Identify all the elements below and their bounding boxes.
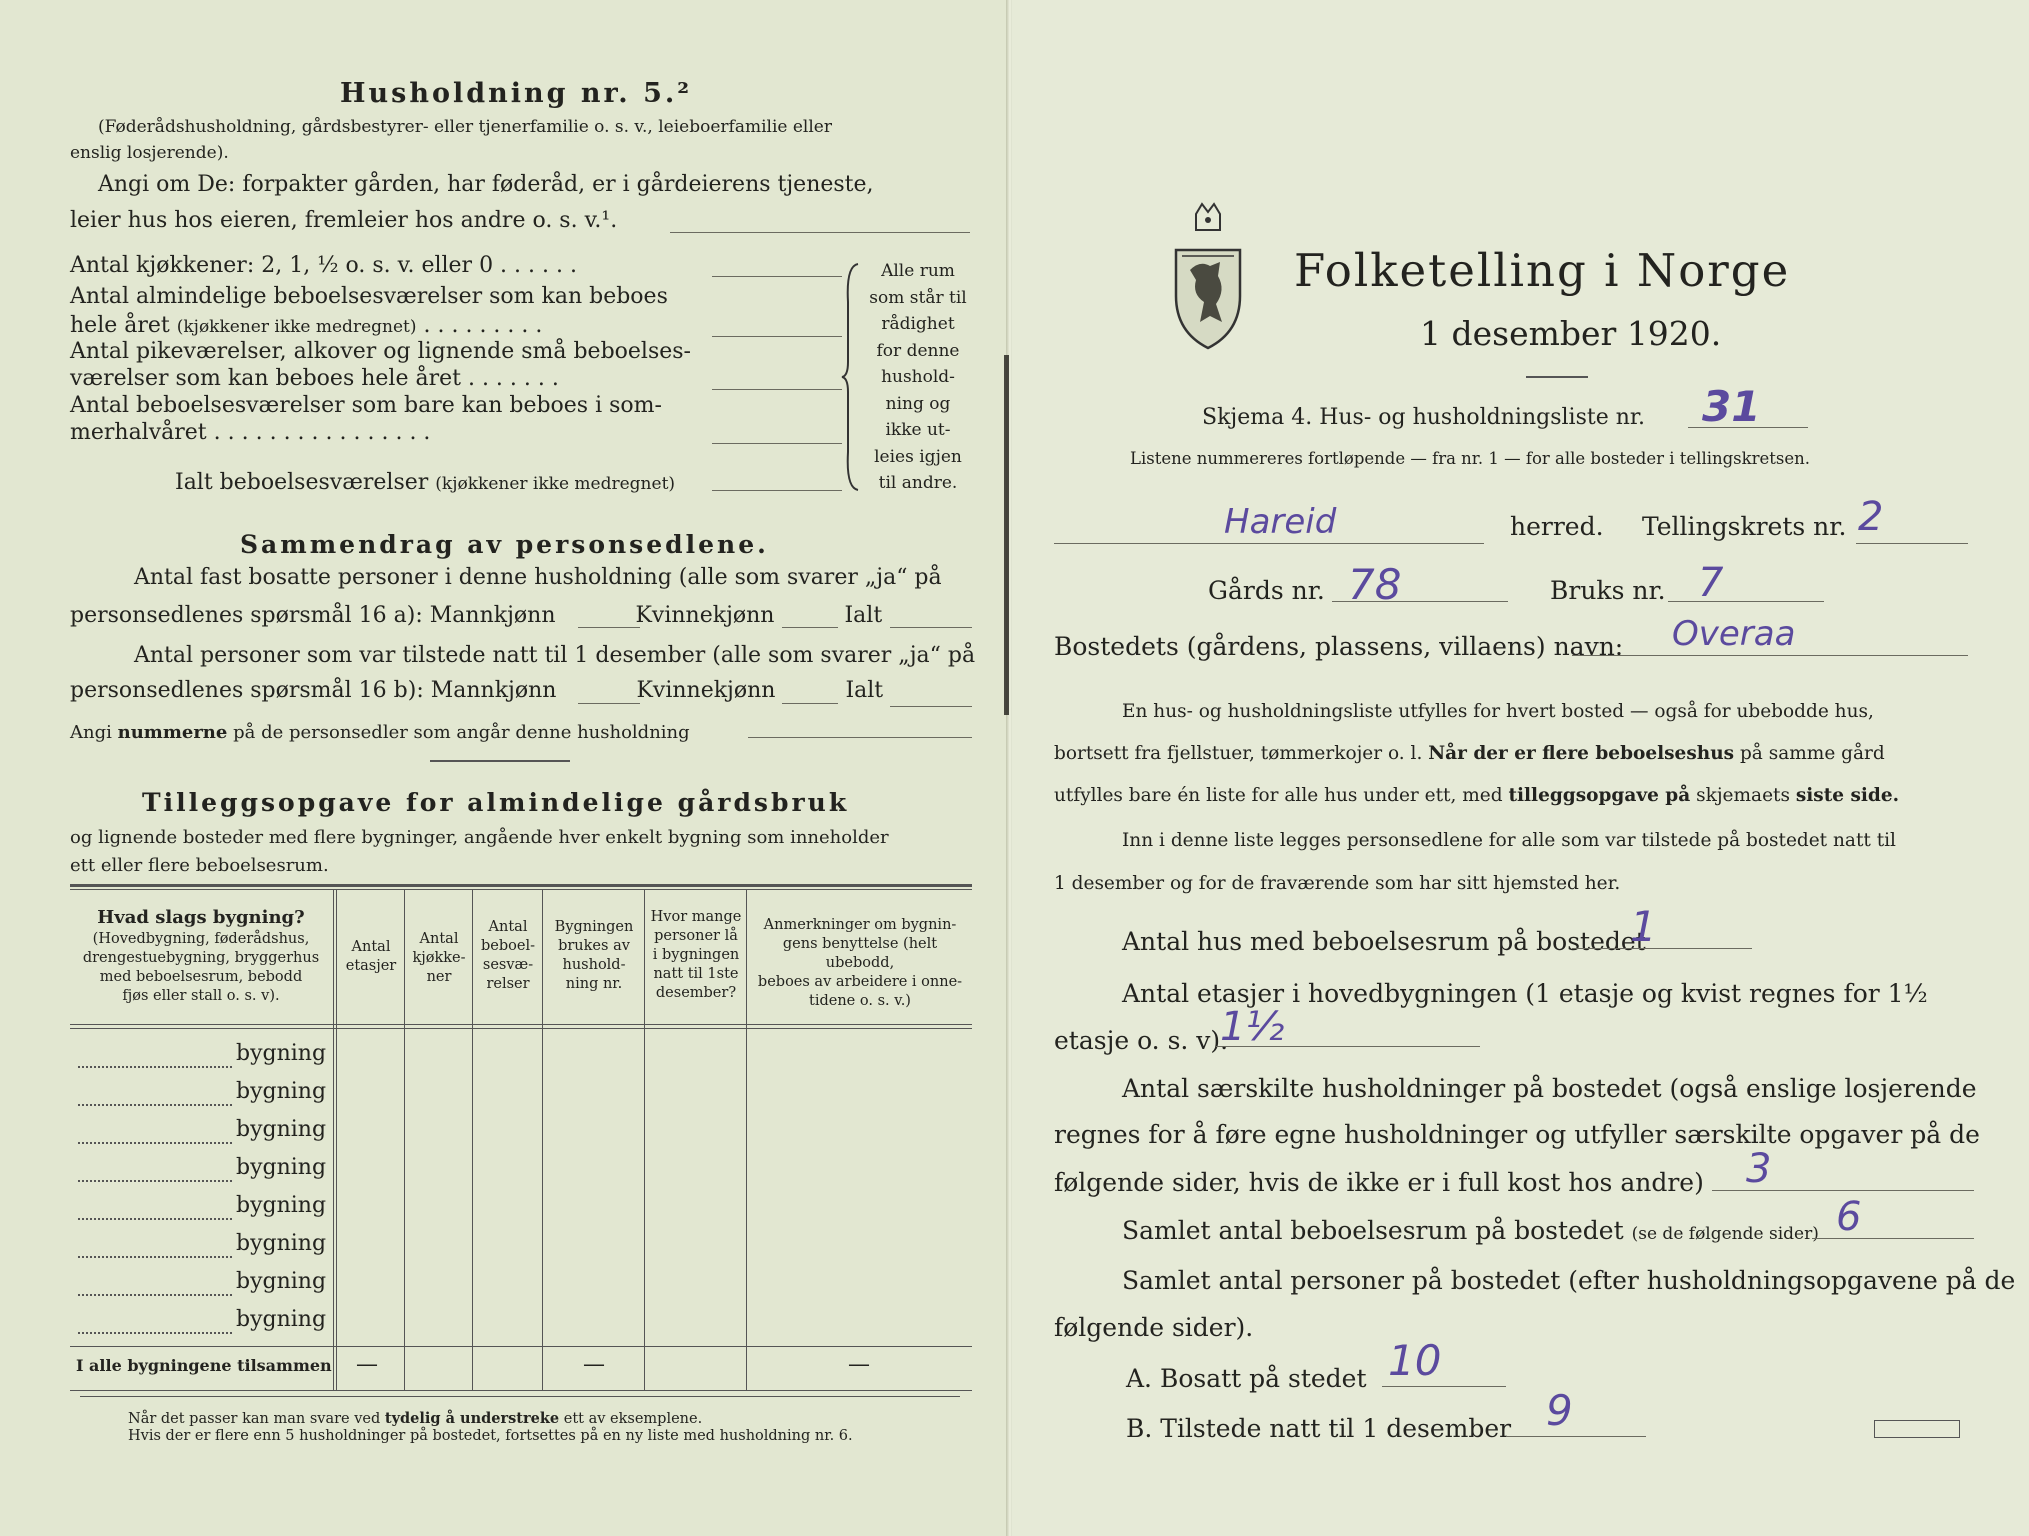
summary-1-line-b: personsedlenes spørsmål 16 a): Mannkjønn Kvinnekjønn Ialt — [70, 603, 883, 628]
col-divider — [333, 889, 334, 1390]
gards-label: Gårds nr. — [1208, 576, 1325, 605]
summary-1-ialt-line[interactable] — [890, 627, 972, 628]
row-name-line[interactable] — [78, 1180, 232, 1182]
angi-om-line-1: Angi om De: forpakter gården, har føderåd, er i gårdeierens tjeneste, — [98, 172, 874, 197]
rooms-2-label-b: værelser som kan beboes hele året . . . . . . . — [70, 366, 559, 391]
row-name-line[interactable] — [78, 1218, 232, 1220]
table-row-label: bygning — [236, 1307, 327, 1332]
row-name-line[interactable] — [78, 1256, 232, 1258]
col-header-etasjer: Antal etasjer — [345, 939, 397, 974]
schema-label: Skjema 4. Hus- og husholdningsliste nr. — [1202, 405, 1645, 430]
table-row-label: bygning — [236, 1041, 327, 1066]
summary-2-mann-line[interactable] — [578, 703, 640, 704]
kitchens-answer-line[interactable] — [712, 276, 842, 277]
angi-om-line-2: leier hus hos eieren, fremleier hos andre o. s. v.¹. — [70, 208, 618, 233]
q-etasjer-line-2: etasje o. s. v). — [1054, 1026, 1229, 1055]
q-pers-line-2: følgende sider). — [1054, 1313, 1254, 1342]
angi-nummerne-label: Angi nummerne på de personsedler som angår denne husholdning — [70, 722, 690, 743]
bruks-label: Bruks nr. — [1550, 576, 1666, 605]
q-pers-line-1: Samlet antal personer på bostedet (efter husholdningsopgavene på de — [1122, 1266, 2016, 1295]
summary-title: Sammendrag av personsedlene. — [240, 530, 769, 559]
form-title: Folketelling i Norge — [1294, 244, 1791, 297]
q-etasjer-line-1: Antal etasjer i hovedbygningen (1 etasje og kvist regnes for 1½ — [1122, 979, 1928, 1008]
total-row-label: I alle bygningene tilsammen — [76, 1356, 332, 1375]
col-divider — [472, 889, 473, 1390]
q-bosatt-line — [1382, 1386, 1506, 1387]
q-etasjer-line — [1216, 1046, 1480, 1047]
printer-stamp — [1874, 1420, 1960, 1438]
q-tilstede-label: B. Tilstede natt til 1 desember — [1126, 1414, 1512, 1443]
title-divider — [1526, 376, 1588, 378]
gards-line — [1332, 601, 1508, 602]
col-divider — [542, 889, 543, 1390]
instruction-line-4: Inn i denne liste legges personsedlene for alle som var tilstede på bostedet natt til — [1122, 830, 1896, 851]
summary-2-line-b: personsedlenes spørsmål 16 b): Mannkjønn Kvinnekjønn Ialt — [70, 678, 884, 703]
schema-number[interactable]: 31 — [1702, 382, 1761, 431]
table-top-rule-thin — [70, 889, 972, 890]
brace-icon — [840, 262, 862, 492]
table-row-label: bygning — [236, 1193, 327, 1218]
col-divider — [746, 889, 747, 1390]
table-row-label: bygning — [236, 1117, 327, 1142]
col-header-type: Hvad slags bygning? (Hovedbygning, føderådshus, drengestuebygning, bryggerhus med beboelsesrum, bebodd fjøs eller stall o. s. v). — [82, 907, 320, 1004]
q-tilstede-value[interactable]: 9 — [1546, 1386, 1573, 1435]
total-dash: — — [356, 1352, 378, 1377]
q-etasjer-value[interactable]: 1½ — [1220, 1004, 1285, 1050]
household-note-line-2: enslig losjerende). — [70, 143, 229, 163]
supplement-title: Tilleggsopgave for almindelige gårdsbruk — [142, 788, 850, 817]
bosted-label: Bostedets (gårdens, plassens, villaens) navn: — [1054, 632, 1624, 661]
rooms-3-answer-line[interactable] — [712, 443, 842, 444]
q-hush-line-3: følgende sider, hvis de ikke er i full kost hos andre) — [1054, 1168, 1704, 1197]
table-header-rule — [70, 1024, 972, 1025]
q-hush-line-1: Antal særskilte husholdninger på bostedet (også enslige losjerende — [1122, 1074, 1977, 1103]
summary-2-kvinne-line[interactable] — [782, 703, 838, 704]
rooms-1-label-a: Antal almindelige beboelsesværelser som kan beboes — [70, 284, 668, 309]
summary-1-line-a: Antal fast bosatte personer i denne husholdning (alle som svarer „ja“ på — [134, 565, 942, 590]
col-header-rum: Antal beboel- sesvæ- relser — [481, 919, 535, 992]
household-title: Husholdning nr. 5.² — [340, 78, 693, 109]
angi-nummerne-answer-line[interactable] — [748, 737, 972, 738]
instruction-line-5: 1 desember og for de fraværende som har sitt hjemsted her. — [1054, 873, 1621, 894]
instruction-line-1: En hus- og husholdningsliste utfylles for hvert bosted — også for ubebodde hus, — [1122, 701, 1874, 722]
herred-value[interactable]: Hareid — [1224, 502, 1337, 542]
fold-shadow — [1004, 355, 1009, 715]
q-hus-line — [1572, 948, 1752, 949]
footnote-1: Når det passer kan man svare ved tydelig å understreke ett av eksemplene. — [128, 1410, 703, 1427]
summary-1-mann-line[interactable] — [578, 627, 640, 628]
gards-value[interactable]: 78 — [1348, 560, 1402, 609]
table-bottom-rule-2 — [80, 1396, 960, 1397]
table-row-label: bygning — [236, 1269, 327, 1294]
supplement-line-1: og lignende bosteder med flere bygninger, angående hver enkelt bygning som inneholder — [70, 827, 889, 848]
q-hus-label: Antal hus med beboelsesrum på bostedet — [1122, 927, 1646, 956]
side-note: Alle rum som står til rådighet for denne hushold- ning og ikke ut- leies igjen til andre. — [869, 261, 967, 493]
coat-of-arms-icon — [1170, 200, 1246, 352]
col-header-personer: Hvor mange personer lå i bygningen natt til 1ste desember? — [650, 909, 742, 1001]
row-name-line[interactable] — [78, 1104, 232, 1106]
table-top-rule — [70, 884, 972, 887]
q-rum-value[interactable]: 6 — [1836, 1194, 1862, 1240]
q-hush-line — [1712, 1190, 1974, 1191]
q-rum-line — [1812, 1238, 1974, 1239]
row-name-line[interactable] — [78, 1142, 232, 1144]
bruks-line — [1668, 601, 1824, 602]
instruction-line-2: bortsett fra fjellstuer, tømmerkojer o. l. Når der er flere beboelseshus på samme gård — [1054, 743, 1885, 764]
ialt-rooms-label: Ialt beboelsesværelser (kjøkkener ikke medregnet) — [175, 470, 676, 495]
table-row-label: bygning — [236, 1155, 327, 1180]
tellingskrets-line — [1856, 543, 1968, 544]
col-divider — [404, 889, 405, 1390]
table-row-label: bygning — [236, 1231, 327, 1256]
rooms-1-label-b: hele året (kjøkkener ikke medregnet) . . . . . . . . . — [70, 313, 543, 338]
angi-om-answer-line[interactable] — [670, 232, 970, 233]
q-hus-value[interactable]: 1 — [1630, 902, 1657, 951]
col-header-husholdning: Bygningen brukes av hushold- ning nr. — [554, 919, 634, 992]
col-header-anmerkninger: Anmerkninger om bygnin- gens benyttelse (helt ubebodd, beboes av arbeidere i onne- tidene o. s. v.) — [757, 917, 963, 1009]
household-note-line-1: (Føderådshusholdning, gårdsbestyrer- eller tjenerfamilie o. s. v., leieboerfamilie eller — [98, 117, 832, 137]
bosted-line — [1572, 655, 1968, 656]
herred-label: herred. — [1510, 512, 1604, 541]
schema-number-line — [1688, 427, 1808, 428]
table-header-rule-2 — [70, 1028, 972, 1029]
bruks-value[interactable]: 7 — [1698, 560, 1724, 606]
rooms-2-answer-line[interactable] — [712, 389, 842, 390]
row-name-line[interactable] — [78, 1066, 232, 1068]
table-bottom-rule — [70, 1390, 972, 1391]
list-note: Listene nummereres fortløpende — fra nr. 1 — for alle bosteder i tellingskretsen. — [1130, 449, 1811, 468]
bosted-value[interactable]: Overaa — [1672, 614, 1796, 654]
ialt-rooms-answer-line[interactable] — [712, 490, 842, 491]
col-divider — [336, 889, 337, 1390]
rooms-3-label-b: merhalvåret . . . . . . . . . . . . . . . . — [70, 420, 431, 445]
section-divider — [430, 760, 570, 762]
right-page — [1012, 0, 2029, 1536]
instruction-line-3: utfylles bare én liste for alle hus under ett, med tilleggsopgave på skjemaets siste side. — [1054, 785, 1900, 806]
row-name-line[interactable] — [78, 1332, 232, 1334]
q-bosatt-label: A. Bosatt på stedet — [1126, 1364, 1367, 1393]
left-page — [0, 0, 1008, 1536]
col-header-kjokkener: Antal kjøkke- ner — [412, 931, 466, 985]
total-dash: — — [848, 1352, 870, 1377]
summary-1-kvinne-line[interactable] — [782, 627, 838, 628]
q-tilstede-line — [1506, 1436, 1646, 1437]
tellingskrets-label: Tellingskrets nr. — [1642, 512, 1847, 541]
rooms-2-label-a: Antal pikeværelser, alkover og lignende små beboelses- — [70, 339, 691, 364]
table-row-label: bygning — [236, 1079, 327, 1104]
q-bosatt-value[interactable]: 10 — [1388, 1336, 1442, 1385]
q-rum-label: Samlet antal beboelsesrum på bostedet (se de følgende sider) — [1122, 1216, 1819, 1245]
summary-2-ialt-line[interactable] — [890, 706, 972, 707]
total-dash: — — [583, 1352, 605, 1377]
row-name-line[interactable] — [78, 1294, 232, 1296]
q-hush-value[interactable]: 3 — [1746, 1146, 1772, 1192]
tellingskrets-value[interactable]: 2 — [1858, 494, 1884, 540]
kitchens-label: Antal kjøkkener: 2, 1, ½ o. s. v. eller 0 . . . . . . — [70, 253, 577, 278]
rooms-3-label-a: Antal beboelsesværelser som bare kan beboes i som- — [70, 393, 662, 418]
col-divider — [644, 889, 645, 1390]
herred-line — [1054, 543, 1484, 544]
form-date: 1 desember 1920. — [1420, 314, 1722, 353]
table-total-rule — [70, 1346, 972, 1347]
q-hush-line-2: regnes for å føre egne husholdninger og utfyller særskilte opgaver på de — [1054, 1120, 1980, 1149]
footnote-2: Hvis der er flere enn 5 husholdninger på bostedet, fortsettes på en ny liste med husholdning nr. 6. — [128, 1428, 853, 1444]
summary-2-line-a: Antal personer som var tilstede natt til 1 desember (alle som svarer „ja“ på — [134, 643, 976, 668]
supplement-line-2: ett eller flere beboelsesrum. — [70, 855, 329, 876]
rooms-1-answer-line[interactable] — [712, 336, 842, 337]
